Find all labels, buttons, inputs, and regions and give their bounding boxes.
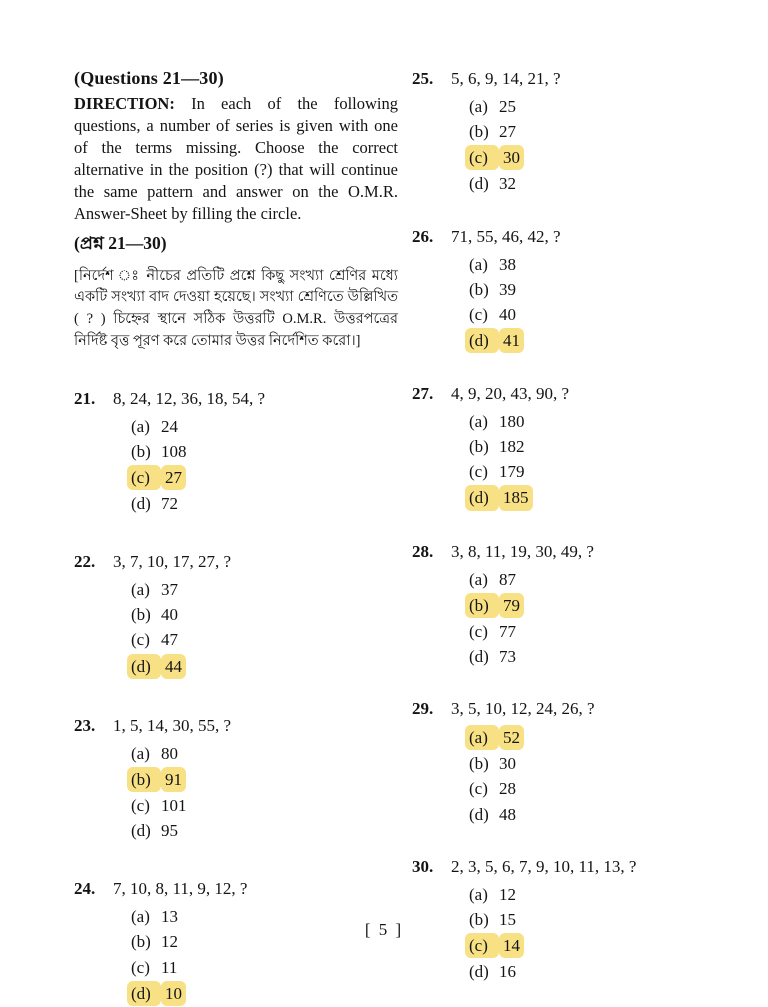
question-head [412, 226, 742, 248]
option-label: (b) [469, 754, 489, 774]
answer-option [469, 252, 742, 277]
option-label: (d) [465, 485, 499, 510]
answer-option [469, 567, 742, 592]
question-number: 28. [412, 541, 434, 561]
option-label: (b) [127, 767, 161, 792]
question-number: 27. [412, 384, 434, 404]
answer-option [469, 484, 742, 511]
option-value: 95 [161, 821, 178, 841]
option-label: (a) [131, 416, 150, 436]
options-list [131, 741, 398, 843]
option-value: 13 [161, 907, 178, 927]
answer-option [469, 434, 742, 459]
question-head [412, 68, 742, 90]
answer-option [469, 459, 742, 484]
option-label: (d) [469, 962, 489, 982]
option-label: (a) [469, 569, 488, 589]
answer-option [469, 644, 742, 669]
question-number: 24. [74, 879, 96, 899]
option-label: (a) [469, 254, 488, 274]
option-label: (d) [469, 804, 489, 824]
options-list [469, 252, 742, 354]
option-label: (a) [131, 580, 150, 600]
option-value: 27 [161, 465, 186, 490]
question-series: 8, 24, 12, 36, 18, 54, ? [113, 388, 266, 408]
option-label: (a) [131, 743, 150, 763]
option-label: (b) [469, 122, 489, 142]
question-number: 25. [412, 69, 434, 88]
option-value: 179 [499, 462, 525, 482]
options-list [131, 577, 398, 679]
question-series: 3, 7, 10, 17, 27, ? [113, 552, 232, 572]
option-value: 48 [499, 804, 516, 824]
answer-option [469, 327, 742, 354]
direction-paragraph-en [74, 93, 398, 225]
option-value: 14 [499, 933, 524, 958]
answer-option [469, 776, 742, 801]
question-26 [412, 226, 742, 355]
option-label: (d) [131, 494, 151, 514]
options-list [469, 94, 742, 196]
questions-range-heading-bn: (প্রশ্ন 21—30) [74, 232, 167, 253]
option-label: (c) [127, 465, 161, 490]
question-number: 26. [412, 226, 434, 246]
direction-text-en: In each of the following questions, a number of series is given with one of the terms missing. Choose the correct alternative in the position (?) that will continue the same pattern and answer on the O.M.R. Answer-Sheet by filling the circle. [74, 94, 398, 223]
option-label: (d) [469, 174, 489, 194]
question-25 [412, 68, 742, 197]
option-value: 12 [161, 932, 178, 952]
option-label: (b) [469, 437, 489, 457]
question-head [412, 856, 742, 878]
question-series: 3, 5, 10, 12, 24, 26, ? [451, 699, 595, 719]
answer-option [469, 619, 742, 644]
option-label: (b) [469, 909, 489, 929]
question-27 [412, 383, 742, 512]
answer-option [131, 627, 398, 652]
option-label: (a) [131, 907, 150, 927]
question-series: 2, 3, 5, 6, 7, 9, 10, 11, 13, ? [451, 856, 637, 876]
question-series: 5, 6, 9, 14, 21, ? [451, 69, 561, 88]
option-label: (b) [131, 441, 151, 461]
option-value: 108 [161, 441, 187, 461]
option-label: (a) [469, 412, 488, 432]
answer-option [131, 577, 398, 602]
answer-option [469, 277, 742, 302]
answer-option [131, 766, 398, 793]
answer-option [469, 119, 742, 144]
question-head [74, 878, 398, 900]
question-head [74, 715, 398, 737]
options-list [469, 409, 742, 511]
option-label: (a) [469, 97, 488, 117]
answer-option [469, 959, 742, 984]
option-value: 180 [499, 412, 525, 432]
answer-option [131, 464, 398, 491]
option-value: 87 [499, 569, 516, 589]
right-column [412, 68, 742, 984]
option-label: (c) [469, 462, 488, 482]
option-value: 40 [161, 605, 178, 625]
answer-option [131, 741, 398, 766]
option-label: (d) [469, 647, 489, 667]
questions-range-heading-en: (Questions 21—30) [74, 68, 224, 88]
answer-option [469, 409, 742, 434]
page-number: [ 5 ] [364, 920, 404, 939]
option-value: 79 [499, 593, 524, 618]
answer-option [131, 793, 398, 818]
option-value: 80 [161, 743, 178, 763]
option-value: 28 [499, 779, 516, 799]
option-value: 11 [161, 957, 178, 977]
option-label: (d) [127, 981, 161, 1006]
option-value: 24 [161, 416, 178, 436]
option-label: (c) [465, 145, 499, 170]
option-label: (c) [131, 957, 150, 977]
question-number: 22. [74, 552, 96, 572]
option-value: 38 [499, 254, 516, 274]
direction-paragraph-bn: [নির্দেশ ঃ নীচের প্রতিটি প্রশ্নে কিছু সংখ্যা শ্রেণির মধ্যে একটি সংখ্যা বাদ দেওয়া হয়েছে। সংখ্যা শ্রেণিতে উল্লিখিত ( ? ) চিহ্নের স্থানে সঠিক উত্তরটি O.M.R. উত্তরপত্রের নির্দিষ্ট বৃত্ত পূরণ করে তোমার উত্তর নির্দেশিত করো।] [74, 267, 398, 349]
option-label: (c) [131, 630, 150, 650]
answer-option [131, 955, 398, 980]
question-21 [74, 388, 398, 517]
left-column [74, 68, 398, 1007]
options-list [469, 724, 742, 826]
option-label: (d) [127, 654, 161, 679]
answer-option [469, 751, 742, 776]
direction-label: DIRECTION: [74, 94, 175, 113]
answer-option [469, 802, 742, 827]
answer-option [469, 302, 742, 327]
option-value: 77 [499, 621, 516, 641]
option-label: (a) [465, 725, 499, 750]
option-value: 52 [499, 725, 524, 750]
question-22 [74, 551, 398, 680]
option-value: 15 [499, 909, 516, 929]
option-label: (a) [469, 884, 488, 904]
option-value: 12 [499, 884, 516, 904]
answer-option [131, 653, 398, 680]
answer-option [469, 94, 742, 119]
option-value: 101 [161, 796, 187, 815]
option-label: (c) [465, 933, 499, 958]
question-head [412, 383, 742, 405]
question-series: 7, 10, 8, 11, 9, 12, ? [113, 879, 248, 899]
option-value: 27 [499, 122, 516, 142]
answer-option [131, 414, 398, 439]
question-28 [412, 541, 742, 670]
question-number: 30. [412, 856, 434, 876]
answer-option [131, 980, 398, 1007]
option-value: 30 [499, 145, 524, 170]
question-number: 21. [74, 388, 96, 408]
question-24 [74, 878, 398, 1007]
question-head [412, 541, 742, 563]
option-value: 47 [161, 630, 178, 650]
options-list [131, 414, 398, 516]
option-label: (c) [469, 779, 488, 799]
option-value: 41 [499, 328, 524, 353]
question-head [74, 388, 398, 410]
answer-option [131, 602, 398, 627]
option-value: 10 [161, 981, 186, 1006]
option-label: (d) [465, 328, 499, 353]
answer-option [469, 144, 742, 171]
option-label: (b) [469, 279, 489, 299]
option-value: 32 [499, 174, 516, 194]
answer-option [131, 491, 398, 516]
answer-option [469, 171, 742, 196]
option-value: 25 [499, 97, 516, 117]
option-label: (b) [465, 593, 499, 618]
option-label: (c) [131, 796, 150, 815]
question-series: 4, 9, 20, 43, 90, ? [451, 384, 570, 404]
option-value: 185 [499, 485, 533, 510]
option-value: 73 [499, 647, 516, 667]
option-value: 91 [161, 767, 186, 792]
option-value: 182 [499, 437, 525, 457]
option-value: 72 [161, 494, 178, 514]
answer-option [469, 882, 742, 907]
option-label: (b) [131, 605, 151, 625]
answer-option [131, 818, 398, 843]
option-label: (b) [131, 932, 151, 952]
question-series: 3, 8, 11, 19, 30, 49, ? [451, 541, 594, 561]
question-23 [74, 715, 398, 844]
option-value: 16 [499, 962, 516, 982]
option-value: 39 [499, 279, 516, 299]
question-head [74, 551, 398, 573]
option-value: 30 [499, 754, 516, 774]
question-head [412, 698, 742, 720]
option-value: 44 [161, 654, 186, 679]
answer-option [131, 439, 398, 464]
option-value: 40 [499, 304, 516, 324]
answer-option [469, 724, 742, 751]
question-series: 71, 55, 46, 42, ? [451, 226, 561, 246]
question-number: 29. [412, 699, 434, 719]
answer-option [469, 592, 742, 619]
question-series: 1, 5, 14, 30, 55, ? [113, 715, 232, 735]
option-value: 37 [161, 580, 178, 600]
options-list [469, 567, 742, 669]
option-label: (c) [469, 621, 488, 641]
question-29 [412, 698, 742, 827]
question-number: 23. [74, 715, 96, 735]
option-label: (d) [131, 821, 151, 841]
option-label: (c) [469, 304, 488, 324]
